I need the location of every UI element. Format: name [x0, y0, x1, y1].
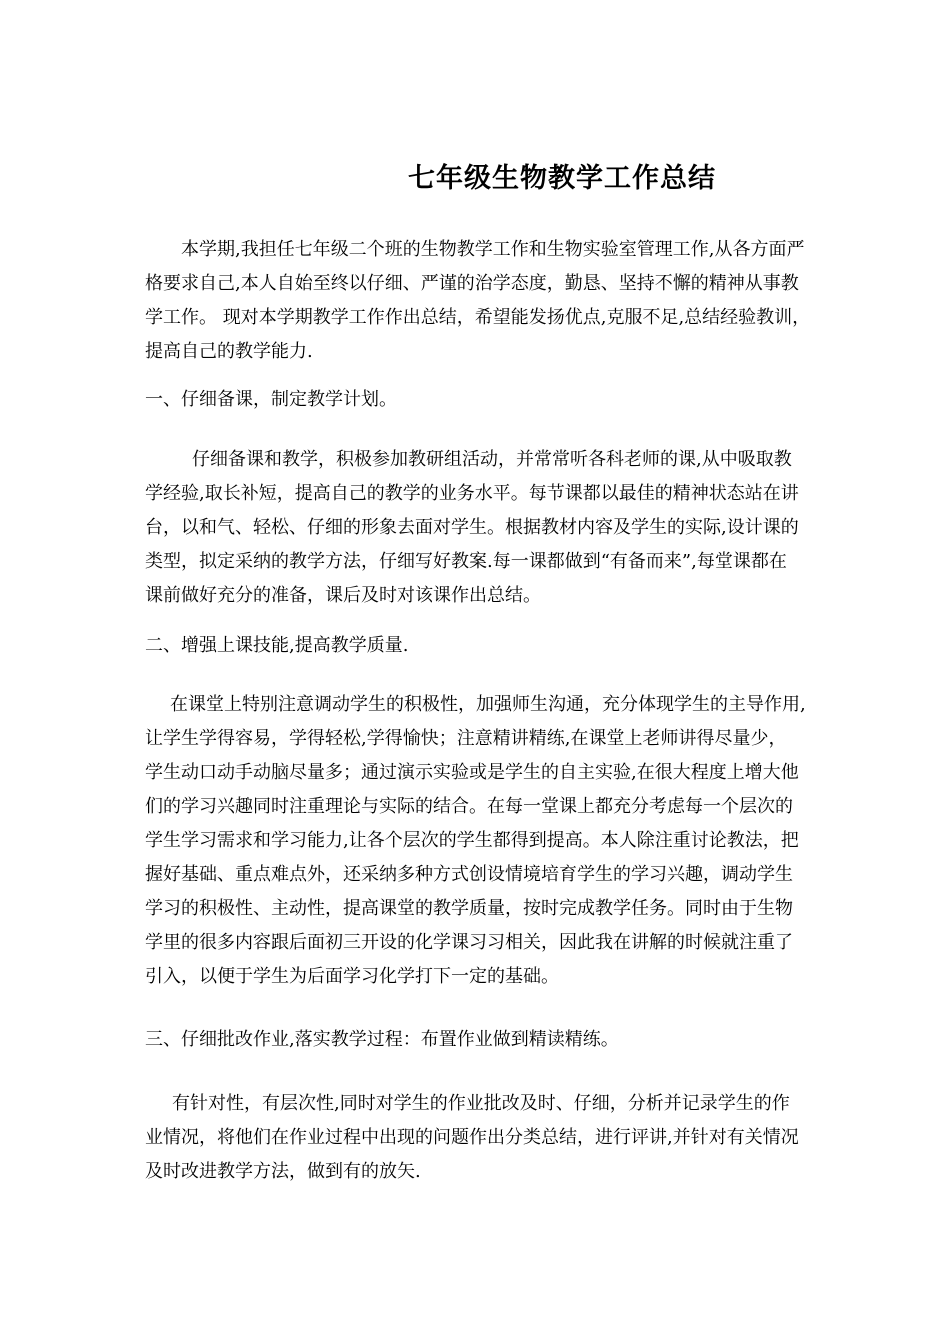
section-heading: 二、增强上课技能,提高教学质量.: [145, 635, 409, 656]
text-line: 业情况，将他们在作业过程中出现的问题作出分类总结，进行评讲,并针对有关情况: [145, 1127, 799, 1148]
text-line: 引入，以便于学生为后面学习化学打下一定的基础。: [145, 966, 559, 987]
text-line: 让学生学得容易，学得轻松,学得愉快；注意精讲精练,在课堂上老师讲得尽量少，: [145, 728, 787, 749]
paragraph-preparation: [145, 443, 865, 613]
text-line: 学习的积极性、主动性，提高课堂的教学质量，按时完成教学任务。同时由于生物: [145, 898, 793, 919]
text-line: 本学期,我担任七年级二个班的生物教学工作和生物实验室管理工作,从各方面严: [181, 239, 805, 260]
section-heading-3: [145, 1023, 865, 1057]
section-heading-1: [145, 383, 865, 417]
text-line: 台，以和气、轻松、仔细的形象去面对学生。根据教材内容及学生的实际,设计课的: [145, 517, 799, 538]
text-line: 格要求自己,本人自始至终以仔细、严谨的治学态度，勤恳、坚持不懈的精神从事教: [145, 273, 799, 294]
section-heading-2: [145, 629, 865, 663]
text-line: 握好基础、重点难点外，还采纳多种方式创设情境培育学生的学习兴趣，调动学生: [145, 864, 793, 885]
document-title: 七年级生物教学工作总结: [408, 163, 716, 194]
section-heading: 一、仔细备课，制定教学计划。: [145, 389, 397, 410]
text-line: 类型，拟定采纳的教学方法，仔细写好教案.每一课都做到“有备而来”,每堂课都在: [145, 551, 787, 572]
text-line: 学生学习需求和学习能力,让各个层次的学生都得到提高。本人除注重讨论教法，把: [145, 830, 799, 851]
section-heading: 三、仔细批改作业,落实教学过程：布置作业做到精读精练。: [145, 1029, 619, 1050]
text-line: 学里的很多内容跟后面初三开设的化学课习习相关，因此我在讲解的时候就注重了: [145, 932, 793, 953]
text-line: 学工作。 现对本学期教学工作作出总结，希望能发扬优点,克服不足,总结经验教训，: [145, 307, 811, 328]
paragraph-intro: [145, 233, 865, 369]
text-line: 提高自己的教学能力.: [145, 341, 313, 362]
text-line: 在课堂上特别注意调动学生的积极性，加强师生沟通，充分体现学生的主导作用,: [170, 694, 806, 715]
paragraph-teaching-quality: [145, 688, 865, 994]
text-line: 有针对性，有层次性,同时对学生的作业批改及时、仔细，分析并记录学生的作: [172, 1093, 790, 1114]
text-line: 们的学习兴趣同时注重理论与实际的结合。在每一堂课上都充分考虑每一个层次的: [145, 796, 793, 817]
text-line: 课前做好充分的准备，课后及时对该课作出总结。: [145, 585, 541, 606]
text-line: 学经验,取长补短，提高自己的教学的业务水平。每节课都以最佳的精神状态站在讲: [145, 483, 799, 504]
text-line: 仔细备课和教学，积极参加教研组活动，并常常听各科老师的课,从中吸取教: [192, 449, 792, 470]
text-line: 及时改进教学方法，做到有的放矢.: [145, 1161, 421, 1182]
paragraph-homework: [145, 1087, 865, 1189]
text-line: 学生动口动手动脑尽量多；通过演示实验或是学生的自主实验,在很大程度上增大他: [145, 762, 799, 783]
